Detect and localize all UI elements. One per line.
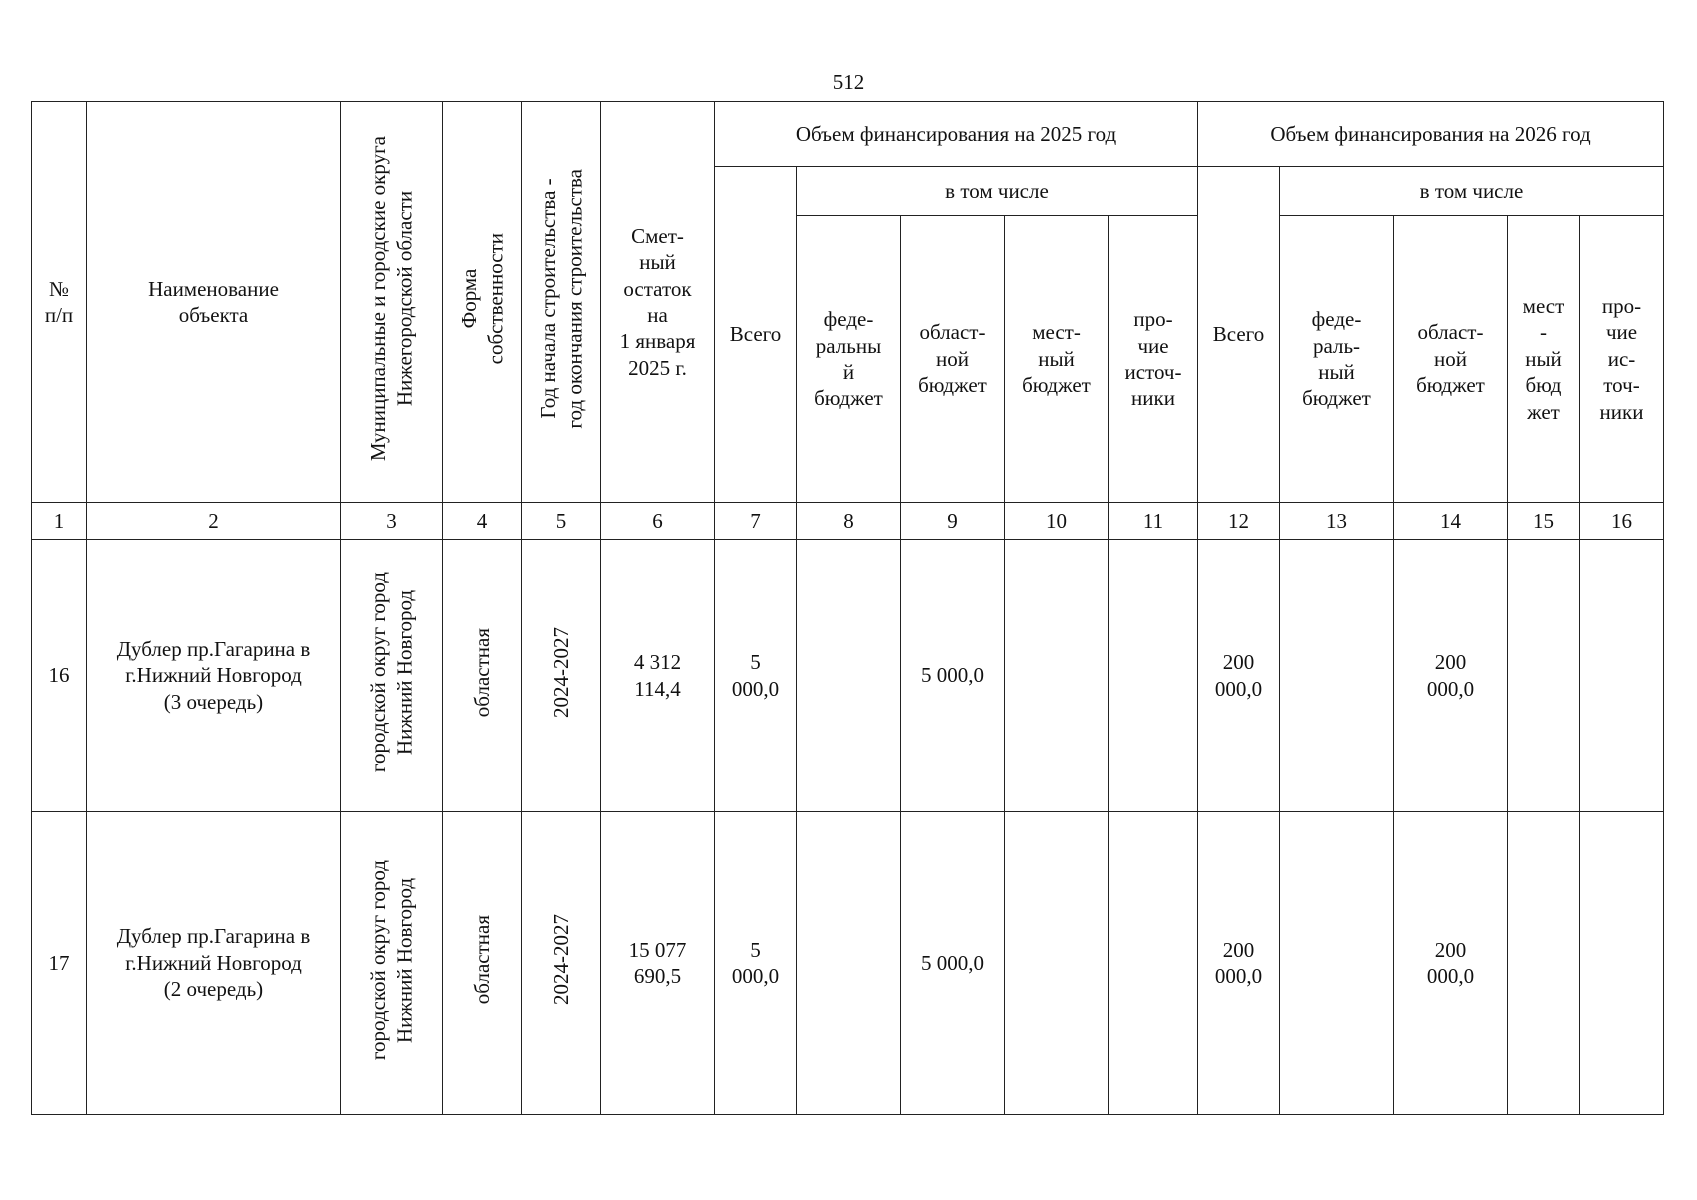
header-2025-local: мест- ный бюджет [1005,216,1109,503]
column-number: 5 [522,503,601,540]
header-2025-other: про- чие источ- ники [1109,216,1198,503]
financing-2025-federal [797,812,901,1115]
header-object-name: Наименование объекта [87,102,341,503]
row-num: 17 [32,812,87,1115]
column-number: 8 [797,503,901,540]
column-number: 11 [1109,503,1198,540]
column-number: 2 [87,503,341,540]
estimated-remainder: 15 077 690,5 [601,812,715,1115]
table-row [32,540,1664,812]
header-municipality: Муниципальные и городские округа Нижегородской области [341,102,443,503]
column-number: 13 [1280,503,1394,540]
column-number: 1 [32,503,87,540]
header-2026-regional: област- ной бюджет [1394,216,1508,503]
financing-2026-federal [1280,540,1394,812]
column-number: 9 [901,503,1005,540]
financing-2025-local [1005,812,1109,1115]
construction-years: 2024-2027 [522,812,601,1115]
financing-2026-total: 200 000,0 [1198,540,1280,812]
header-2026-other: про- чие ис- точ- ники [1580,216,1664,503]
header-row-1 [32,102,1664,167]
header-years: Год начала строительства - год окончания строительства [522,102,601,503]
table-row [32,812,1664,1115]
header-2026-federal: феде- раль- ный бюджет [1280,216,1394,503]
object-name: Дублер пр.Гагарина в г.Нижний Новгород (3 очередь) [87,540,341,812]
ownership: областная [443,540,522,812]
page-number: 512 [832,70,865,94]
header-estimated-remainder: Смет- ный остаток на 1 января 2025 г. [601,102,715,503]
estimated-remainder: 4 312 114,4 [601,540,715,812]
financing-2025-local [1005,540,1109,812]
financing-2026-local [1508,812,1580,1115]
municipality: городской округ город Нижний Новгород [341,540,443,812]
financing-2025-other [1109,540,1198,812]
financing-2026-regional: 200 000,0 [1394,540,1508,812]
object-name: Дублер пр.Гагарина в г.Нижний Новгород (2 очередь) [87,812,341,1115]
column-number: 14 [1394,503,1508,540]
header-2025-total: Всего [715,167,797,503]
header-2025-regional: област- ной бюджет [901,216,1005,503]
financing-2026-total: 200 000,0 [1198,812,1280,1115]
header-2025-federal: феде- ральны й бюджет [797,216,901,503]
financing-2026-local [1508,540,1580,812]
column-number-row [32,503,1664,540]
header-ownership: Форма собственности [443,102,522,503]
header-2026-total: Всего [1198,167,1280,503]
column-number: 12 [1198,503,1280,540]
financing-2026-regional: 200 000,0 [1394,812,1508,1115]
construction-years: 2024-2027 [522,540,601,812]
financing-2026-other [1580,812,1664,1115]
column-number: 6 [601,503,715,540]
header-financing-2026: Объем финансирования на 2026 год [1198,102,1664,167]
column-number: 7 [715,503,797,540]
header-financing-2025: Объем финансирования на 2025 год [715,102,1198,167]
header-2025-including: в том числе [797,167,1198,216]
construction-financing-table [31,101,1664,1115]
financing-2025-other [1109,812,1198,1115]
financing-2025-federal [797,540,901,812]
financing-2025-total: 5 000,0 [715,540,797,812]
financing-2025-regional: 5 000,0 [901,540,1005,812]
municipality: городской округ город Нижний Новгород [341,812,443,1115]
column-number: 10 [1005,503,1109,540]
column-number: 4 [443,503,522,540]
ownership: областная [443,812,522,1115]
header-2026-including: в том числе [1280,167,1664,216]
column-number: 16 [1580,503,1664,540]
row-num: 16 [32,540,87,812]
financing-2026-other [1580,540,1664,812]
column-number: 3 [341,503,443,540]
financing-2026-federal [1280,812,1394,1115]
financing-2025-regional: 5 000,0 [901,812,1005,1115]
header-num: № п/п [32,102,87,503]
header-2026-local: мест - ный бюд жет [1508,216,1580,503]
column-number: 15 [1508,503,1580,540]
financing-2025-total: 5 000,0 [715,812,797,1115]
